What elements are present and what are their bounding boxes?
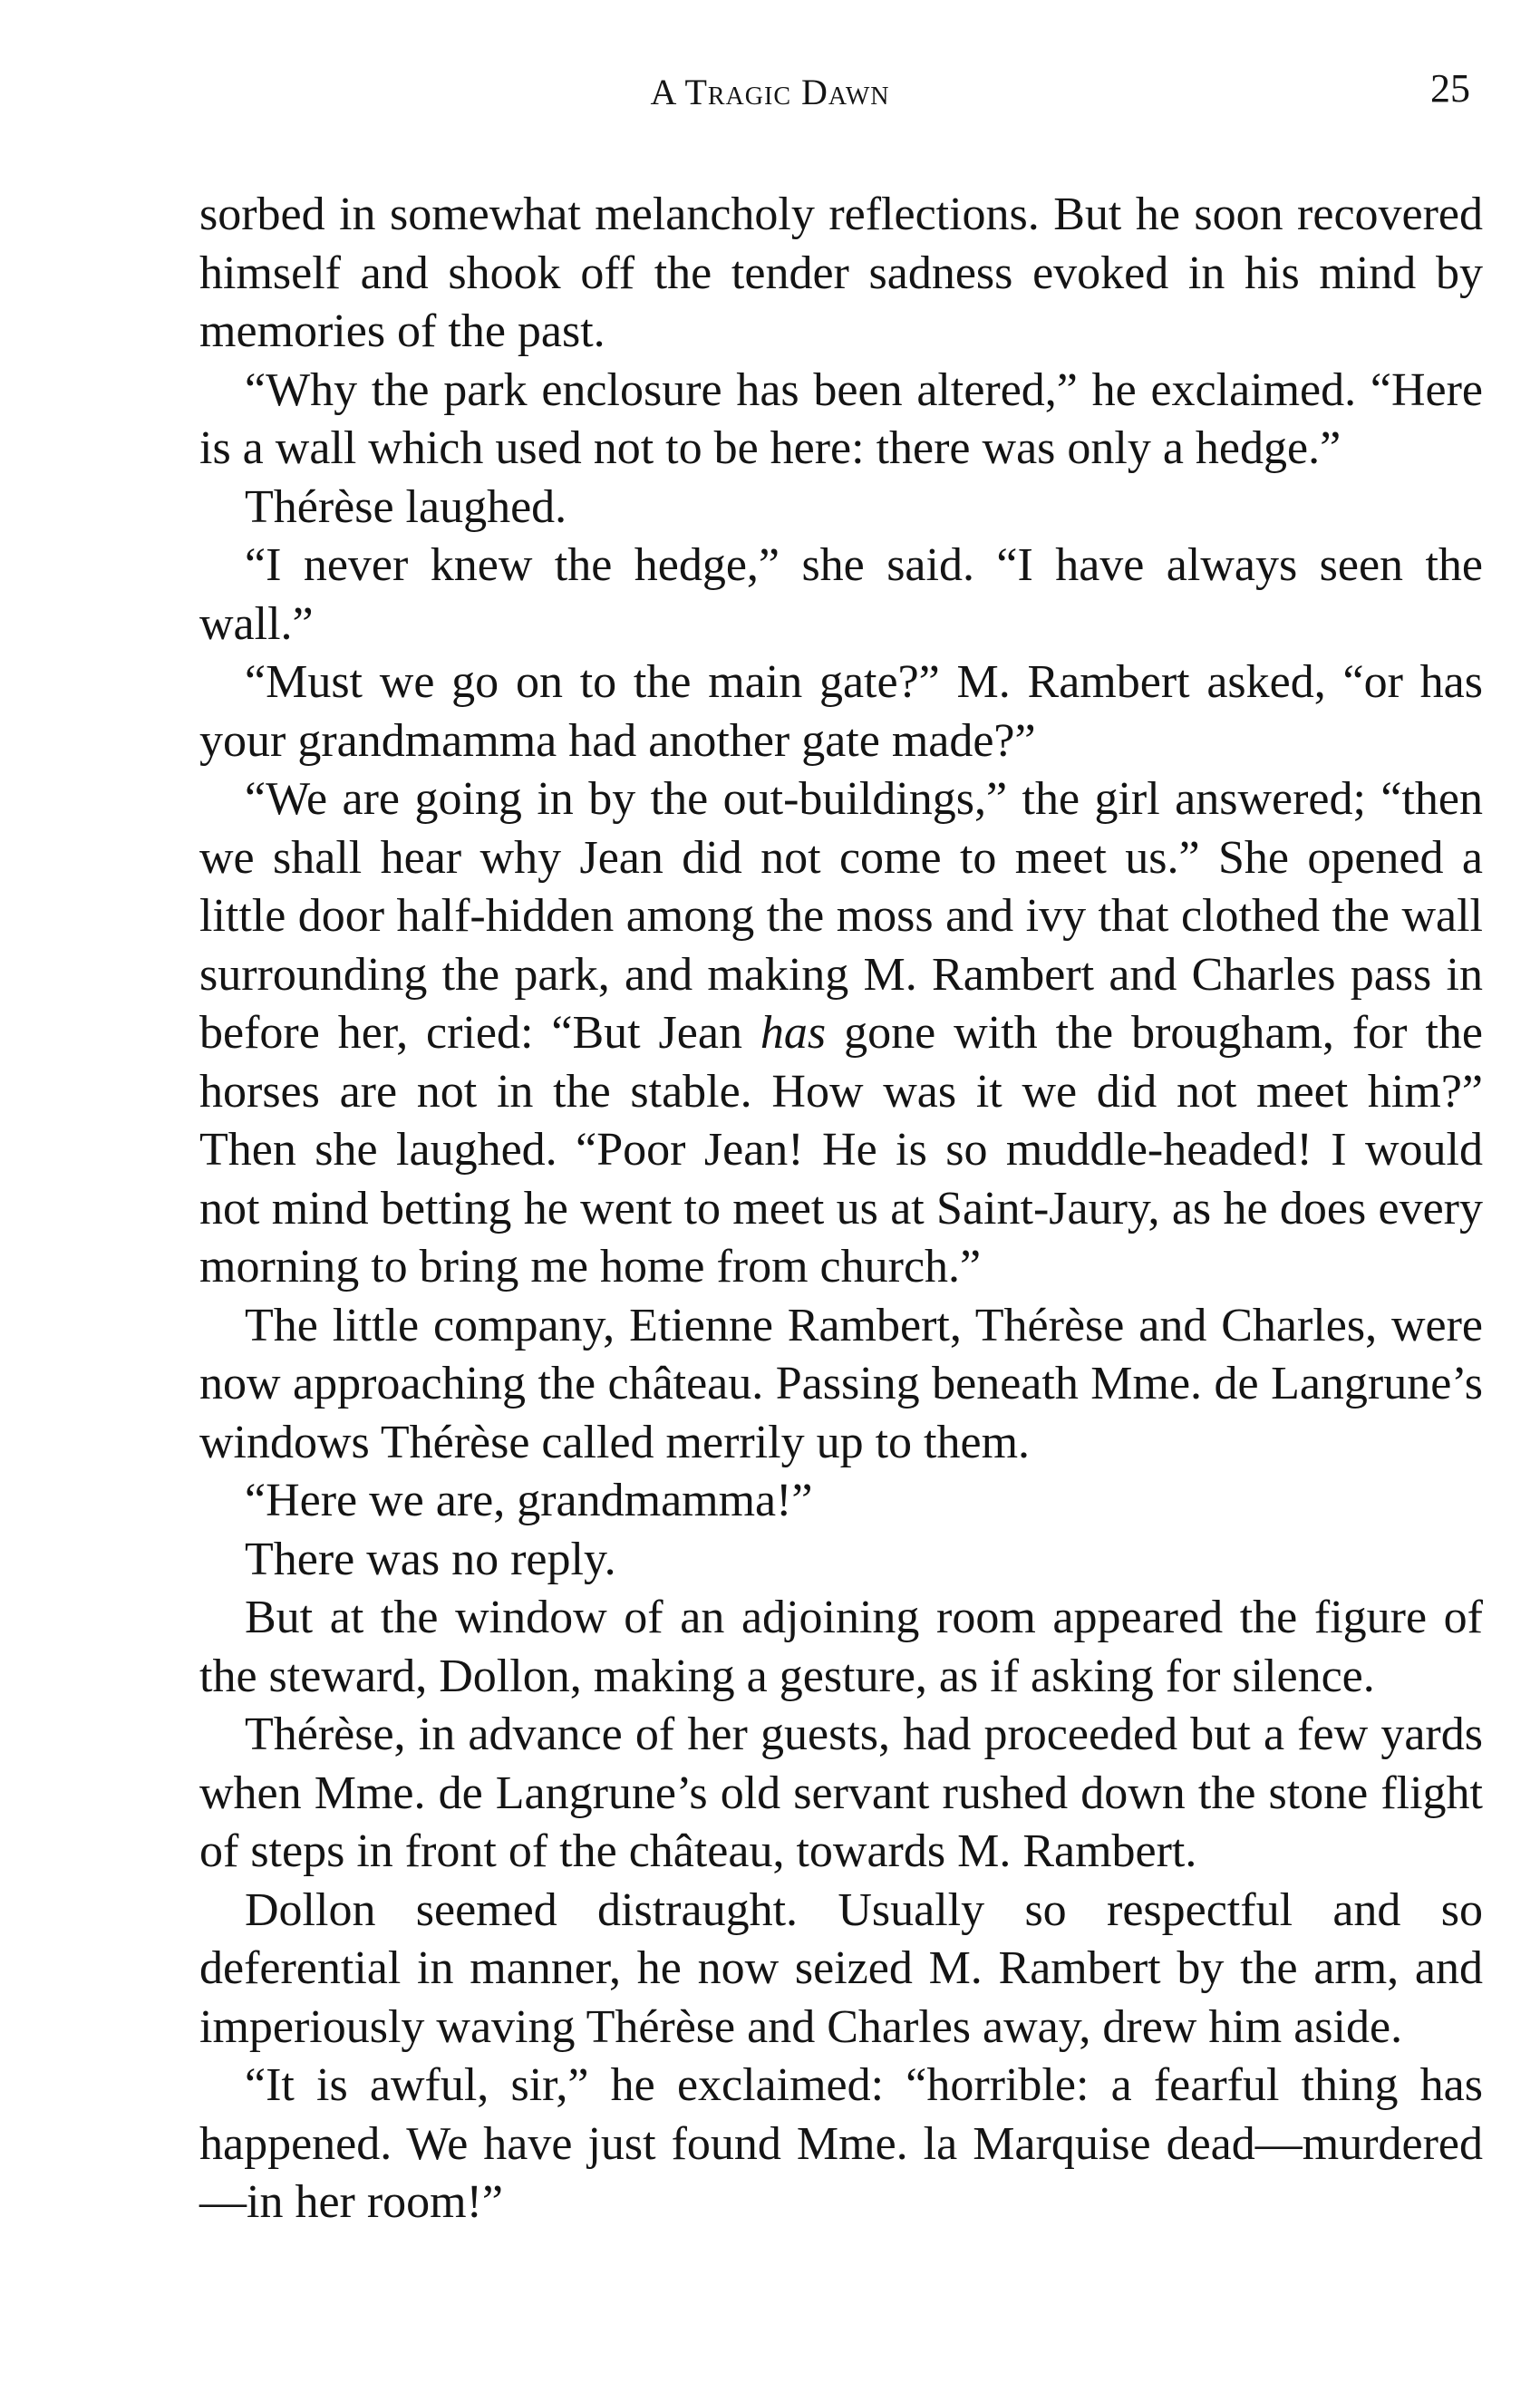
text-run: “Here we are, grandmamma!” [245, 1475, 813, 1526]
paragraph [199, 770, 1483, 1297]
text-run: But at the window of an adjoining room appeared the figure of the steward, Dollon, making a gesture, as if asking for silence. [199, 1592, 1483, 1702]
text-run: Dollon seemed distraught. Usually so respectful and so deferential in manner, he now seized M. Rambert by the arm, and imperiously waving Thérèse and Charles away, drew him aside. [199, 1883, 1483, 2053]
page-number: 25 [1430, 66, 1470, 111]
text-run: The little company, Etienne Rambert, Thérèse and Charles, were now approaching the château. Passing beneath Mme. de Langrune’s windows Thérèse called merrily up to them. [199, 1299, 1483, 1468]
paragraph [199, 1882, 1483, 2057]
text-run: Thérèse, in advance of her guests, had proceeded but a few yards when Mme. de Langrune’s old servant rushed down the stone flight of steps in front of the château, towards M. Rambert. [199, 1709, 1483, 1877]
text-run: Thérèse laughed. [245, 480, 567, 533]
paragraph [199, 479, 1483, 537]
paragraph [199, 186, 1483, 362]
paragraph [199, 1472, 1483, 1531]
text-run: “It is awful, sir,” he exclaimed: “horrible: a fearful thing has happened. We have just found Mme. la Marquise dead—murdered—in her room!” [199, 2059, 1483, 2228]
running-title: A Tragic Dawn [650, 72, 890, 112]
paragraph [199, 1589, 1483, 1706]
text-run: sorbed in somewhat melancholy reflections. But he soon recovered himself and shook off the tender sadness evoked in his mind by memories of the past. [199, 189, 1483, 357]
text-run: “We are going in by the out-buildings,” the girl answered; “then we shall hear why Jean did not come to meet us.” She opened a little door half-hidden among the moss and ivy that clothed the wall surrounding the park, and making M. Rambert and Charles pass in before her, cried: “But Jean [199, 773, 1483, 1059]
paragraph [199, 1706, 1483, 1882]
paragraph [199, 537, 1483, 653]
italic-text: has [760, 1007, 827, 1059]
text-run: gone with the brougham, for the horses are not in the stable. How was it we did not meet him?” Then she laughed. “Poor Jean! He is so muddle-headed! I would not mind betting he went to meet us at Saint-Jaury, as he does every morning to bring me home from church.” [199, 1007, 1483, 1292]
text-run: There was no reply. [245, 1533, 616, 1585]
body-text [199, 186, 1483, 2232]
paragraph [199, 653, 1483, 770]
paragraph [199, 362, 1483, 479]
text-run: “Why the park enclosure has been altered,” he exclaimed. “Here is a wall which used not to be here: there was only a hedge.” [199, 363, 1483, 474]
text-run: “I never knew the hedge,” she said. “I have always seen the wall.” [199, 539, 1483, 650]
paragraph [199, 1531, 1483, 1590]
paragraph [199, 1297, 1483, 1473]
paragraph [199, 2057, 1483, 2232]
text-run: “Must we go on to the main gate?” M. Rambert asked, “or has your grandmamma had another gate made?” [199, 656, 1483, 767]
